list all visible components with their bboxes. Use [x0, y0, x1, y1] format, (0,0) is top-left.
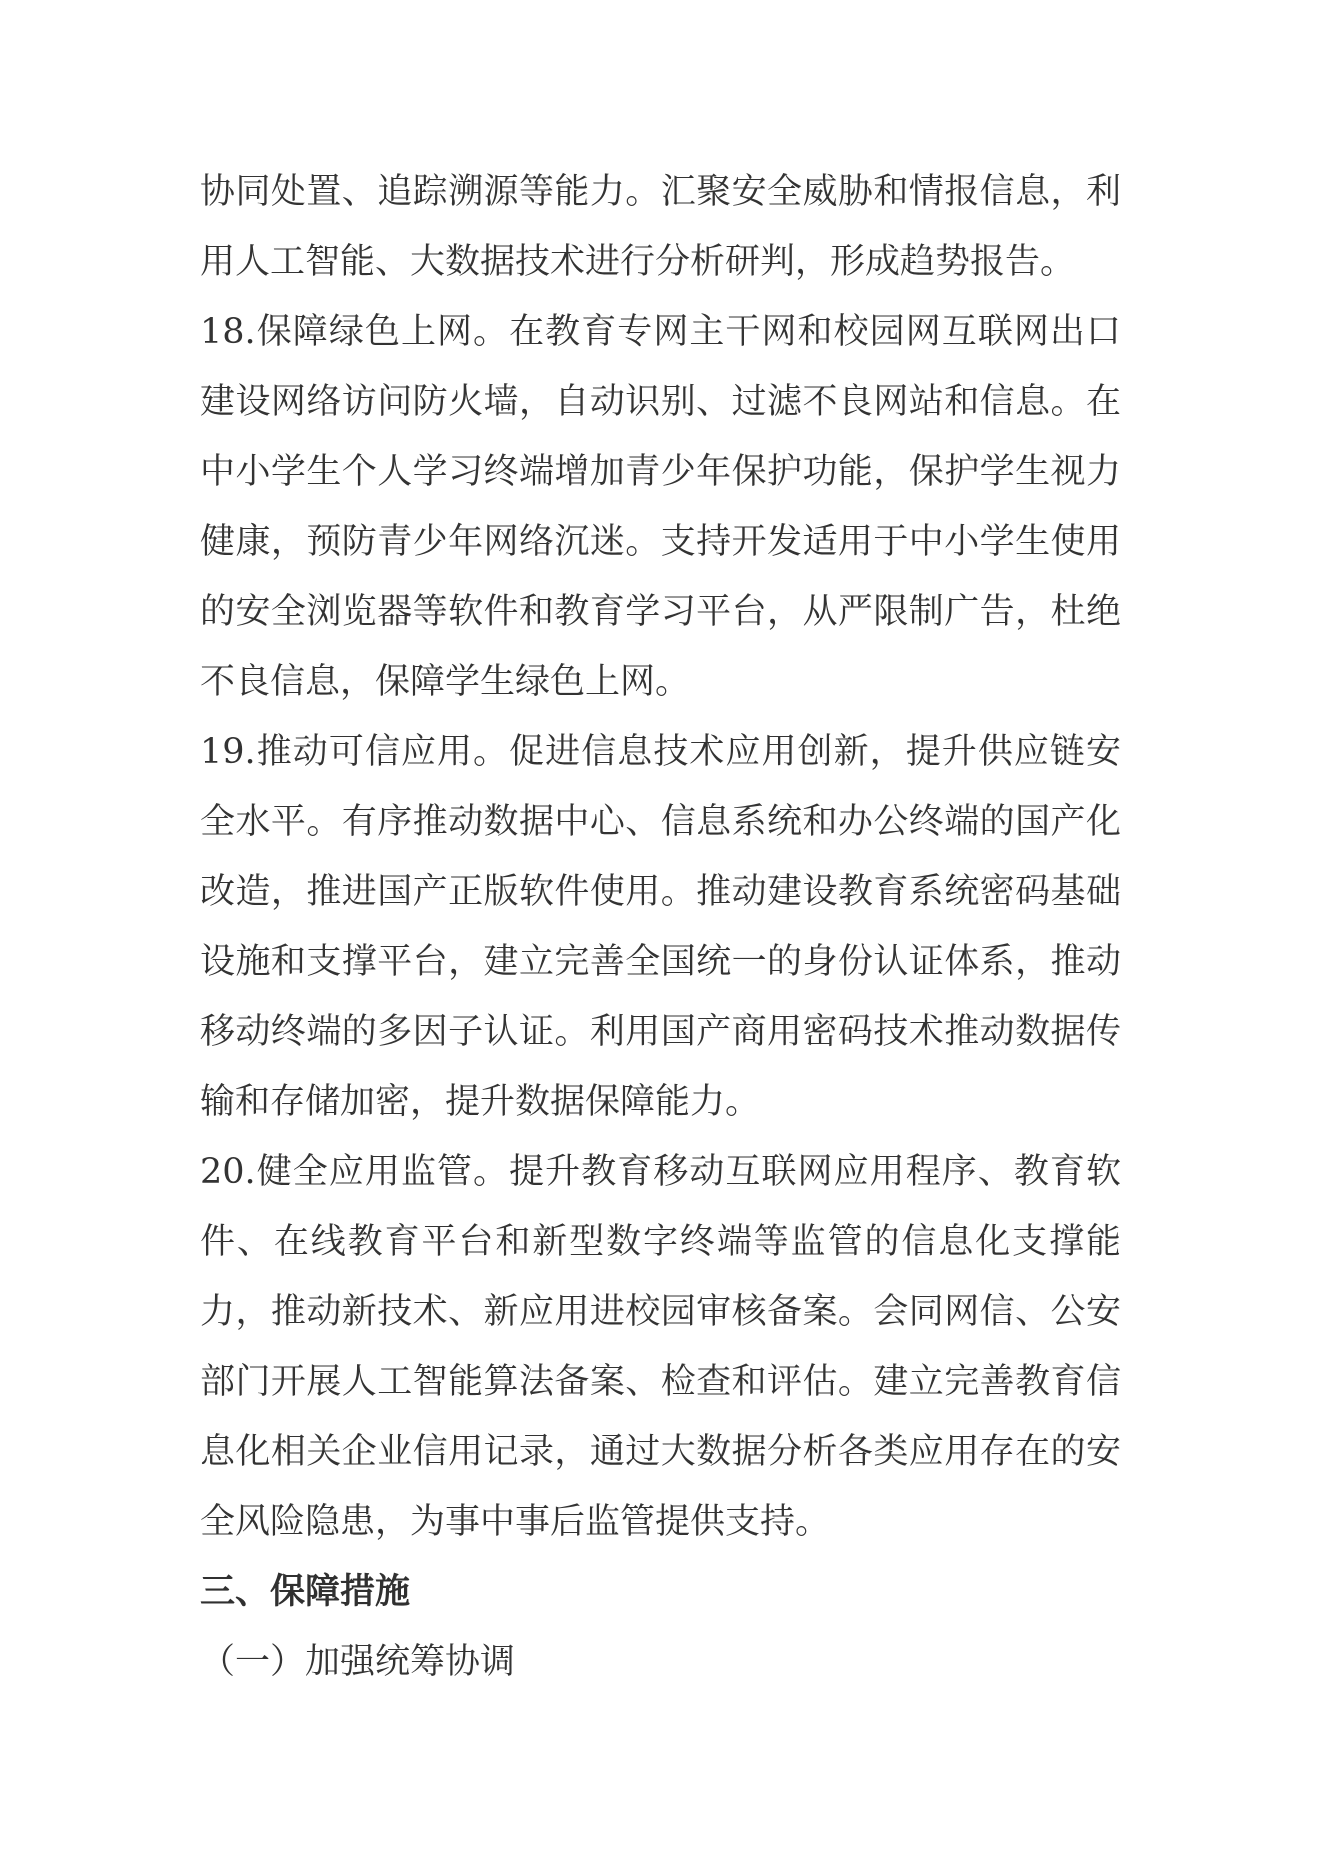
paragraph-item-19: 19.推动可信应用。促进信息技术应用创新，提升供应链安全水平。有序推动数据中心、信息系统和办公终端的国产化改造，推进国产正版软件使用。推动建设教育系统密码基础设施和支撑平台，建立完善全国统一的身份认证体系，推动移动终端的多因子认证。利用国产商用密码技术推动数据传输和存储加密，提升数据保障能力。	[200, 732, 1121, 1122]
subsection-heading-strengthen-coordination: （一）加强统筹协调	[200, 1642, 516, 1682]
section-heading-safeguard-measures: 三、保障措施	[200, 1571, 411, 1612]
paragraph-continuation: 协同处置、追踪溯源等能力。汇聚安全威胁和情报信息，利用人工智能、大数据技术进行分析研判，形成趋势报告。	[200, 172, 1121, 282]
paragraph-item-18: 18.保障绿色上网。在教育专网主干网和校园网互联网出口建设网络访问防火墙，自动识别、过滤不良网站和信息。在中小学生个人学习终端增加青少年保护功能，保护学生视力健康，预防青少年网络沉迷。支持开发适用于中小学生使用的安全浏览器等软件和教育学习平台，从严限制广告，杜绝不良信息，保障学生绿色上网。	[200, 312, 1121, 702]
paragraph-item-20: 20.健全应用监管。提升教育移动互联网应用程序、教育软件、在线教育平台和新型数字终端等监管的信息化支撑能力，推动新技术、新应用进校园审核备案。会同网信、公安部门开展人工智能算法备案、检查和评估。建立完善教育信息化相关企业信用记录，通过大数据分析各类应用存在的安全风险隐患，为事中事后监管提供支持。	[200, 1152, 1121, 1542]
document-content	[200, 157, 1121, 1697]
